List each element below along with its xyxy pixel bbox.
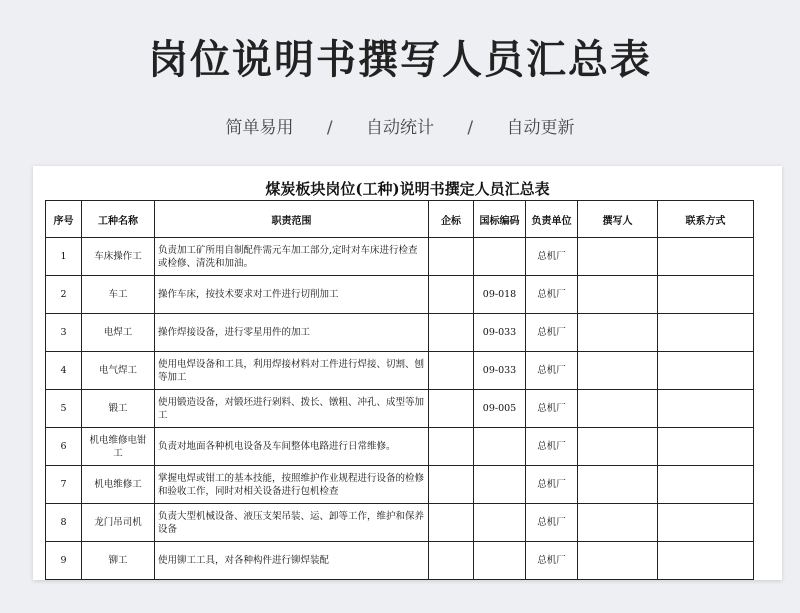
table-row [46, 504, 754, 542]
cell-corp-standard[interactable] [429, 466, 474, 504]
cell-job-name[interactable]: 龙门吊司机 [82, 504, 155, 542]
column-header: 联系方式 [658, 201, 754, 238]
cell-contact[interactable] [658, 542, 754, 580]
cell-number[interactable]: 7 [46, 466, 82, 504]
page-title: 岗位说明书撰写人员汇总表 [148, 37, 652, 83]
cell-national-code[interactable] [474, 238, 526, 276]
cell-contact[interactable] [658, 352, 754, 390]
cell-duty[interactable]: 负责对地面各种机电设备及车间整体电路进行日常维修。 [155, 428, 429, 466]
cell-national-code[interactable]: 09-033 [474, 314, 526, 352]
cell-corp-standard[interactable] [429, 428, 474, 466]
cell-number[interactable]: 3 [46, 314, 82, 352]
cell-duty[interactable]: 使用锻造设备，对锻坯进行剁料、拨长、镦粗、冲孔、成型等加工 [155, 390, 429, 428]
cell-job-name[interactable]: 车工 [82, 276, 155, 314]
table-header-row [46, 201, 754, 238]
column-header: 撰写人 [578, 201, 658, 238]
cell-job-name[interactable]: 机电维修工 [82, 466, 155, 504]
cell-writer[interactable] [578, 428, 658, 466]
cell-writer[interactable] [578, 504, 658, 542]
cell-writer[interactable] [578, 276, 658, 314]
cell-unit[interactable]: 总机厂 [526, 390, 578, 428]
cell-unit[interactable]: 总机厂 [526, 352, 578, 390]
cell-national-code[interactable] [474, 428, 526, 466]
cell-duty[interactable]: 负责大型机械设备、液压支架吊装、运、卸等工作，维护和保养设备 [155, 504, 429, 542]
cell-contact[interactable] [658, 428, 754, 466]
cell-writer[interactable] [578, 352, 658, 390]
table-row [46, 238, 754, 276]
cell-number[interactable]: 6 [46, 428, 82, 466]
table-row [46, 466, 754, 504]
cell-corp-standard[interactable] [429, 390, 474, 428]
cell-corp-standard[interactable] [429, 504, 474, 542]
cell-number[interactable]: 9 [46, 542, 82, 580]
spreadsheet-card [33, 166, 782, 580]
cell-number[interactable]: 2 [46, 276, 82, 314]
tagline-item: 自动统计 [366, 118, 434, 138]
cell-corp-standard[interactable] [429, 238, 474, 276]
column-header: 国标编码 [474, 201, 526, 238]
cell-national-code[interactable] [474, 542, 526, 580]
cell-writer[interactable] [578, 466, 658, 504]
cell-unit[interactable]: 总机厂 [526, 542, 578, 580]
cell-contact[interactable] [658, 504, 754, 542]
staff-table [45, 200, 754, 580]
cell-unit[interactable]: 总机厂 [526, 466, 578, 504]
cell-duty[interactable]: 使用铆工工具，对各种构件进行铆焊装配 [155, 542, 429, 580]
cell-number[interactable]: 4 [46, 352, 82, 390]
cell-contact[interactable] [658, 238, 754, 276]
table-row [46, 428, 754, 466]
table-row [46, 314, 754, 352]
tagline-item: 自动更新 [506, 118, 575, 138]
cell-national-code[interactable] [474, 466, 526, 504]
cell-corp-standard[interactable] [429, 276, 474, 314]
cell-unit[interactable]: 总机厂 [526, 238, 578, 276]
cell-job-name[interactable]: 电气焊工 [82, 352, 155, 390]
table-row [46, 352, 754, 390]
tagline-separator: / [326, 118, 333, 138]
table-row [46, 390, 754, 428]
cell-contact[interactable] [658, 466, 754, 504]
cell-writer[interactable] [578, 314, 658, 352]
cell-contact[interactable] [658, 276, 754, 314]
cell-job-name[interactable]: 电焊工 [82, 314, 155, 352]
cell-writer[interactable] [578, 542, 658, 580]
cell-number[interactable]: 8 [46, 504, 82, 542]
cell-duty[interactable]: 操作焊接设备，进行零星用件的加工 [155, 314, 429, 352]
cell-unit[interactable]: 总机厂 [526, 504, 578, 542]
column-header: 职责范围 [155, 201, 429, 238]
cell-job-name[interactable]: 铆工 [82, 542, 155, 580]
cell-number[interactable]: 1 [46, 238, 82, 276]
cell-national-code[interactable]: 09-033 [474, 352, 526, 390]
cell-national-code[interactable] [474, 504, 526, 542]
cell-duty[interactable]: 操作车床，按技术要求对工件进行切削加工 [155, 276, 429, 314]
cell-writer[interactable] [578, 238, 658, 276]
tagline-separator: / [467, 118, 474, 138]
cell-duty[interactable]: 负责加工矿所用自制配件需元车加工部分,定时对车床进行检查或检修、清洗和加油。 [155, 238, 429, 276]
column-header: 企标 [429, 201, 474, 238]
column-header: 负责单位 [526, 201, 578, 238]
sheet-title: 煤炭板块岗位(工种)说明书撰定人员汇总表 [265, 180, 550, 198]
cell-corp-standard[interactable] [429, 352, 474, 390]
cell-unit[interactable]: 总机厂 [526, 428, 578, 466]
column-header: 工种名称 [82, 201, 155, 238]
tagline [0, 113, 800, 138]
cell-number[interactable]: 5 [46, 390, 82, 428]
cell-duty[interactable]: 掌握电焊或钳工的基本技能，按照维护作业规程进行设备的检修和验收工作，同时对相关设备进行包机检查 [155, 466, 429, 504]
cell-job-name[interactable]: 机电维修电钳工 [82, 428, 155, 466]
table-row [46, 276, 754, 314]
cell-duty[interactable]: 使用电焊设备和工具，利用焊接材料对工件进行焊接、切割、刨等加工 [155, 352, 429, 390]
cell-writer[interactable] [578, 390, 658, 428]
cell-unit[interactable]: 总机厂 [526, 314, 578, 352]
tagline-item: 简单易用 [225, 118, 294, 138]
cell-corp-standard[interactable] [429, 314, 474, 352]
cell-national-code[interactable]: 09-005 [474, 390, 526, 428]
table-row [46, 542, 754, 580]
column-header: 序号 [46, 201, 82, 238]
cell-job-name[interactable]: 锻工 [82, 390, 155, 428]
cell-national-code[interactable]: 09-018 [474, 276, 526, 314]
cell-contact[interactable] [658, 390, 754, 428]
cell-contact[interactable] [658, 314, 754, 352]
cell-corp-standard[interactable] [429, 542, 474, 580]
cell-job-name[interactable]: 车床操作工 [82, 238, 155, 276]
cell-unit[interactable]: 总机厂 [526, 276, 578, 314]
